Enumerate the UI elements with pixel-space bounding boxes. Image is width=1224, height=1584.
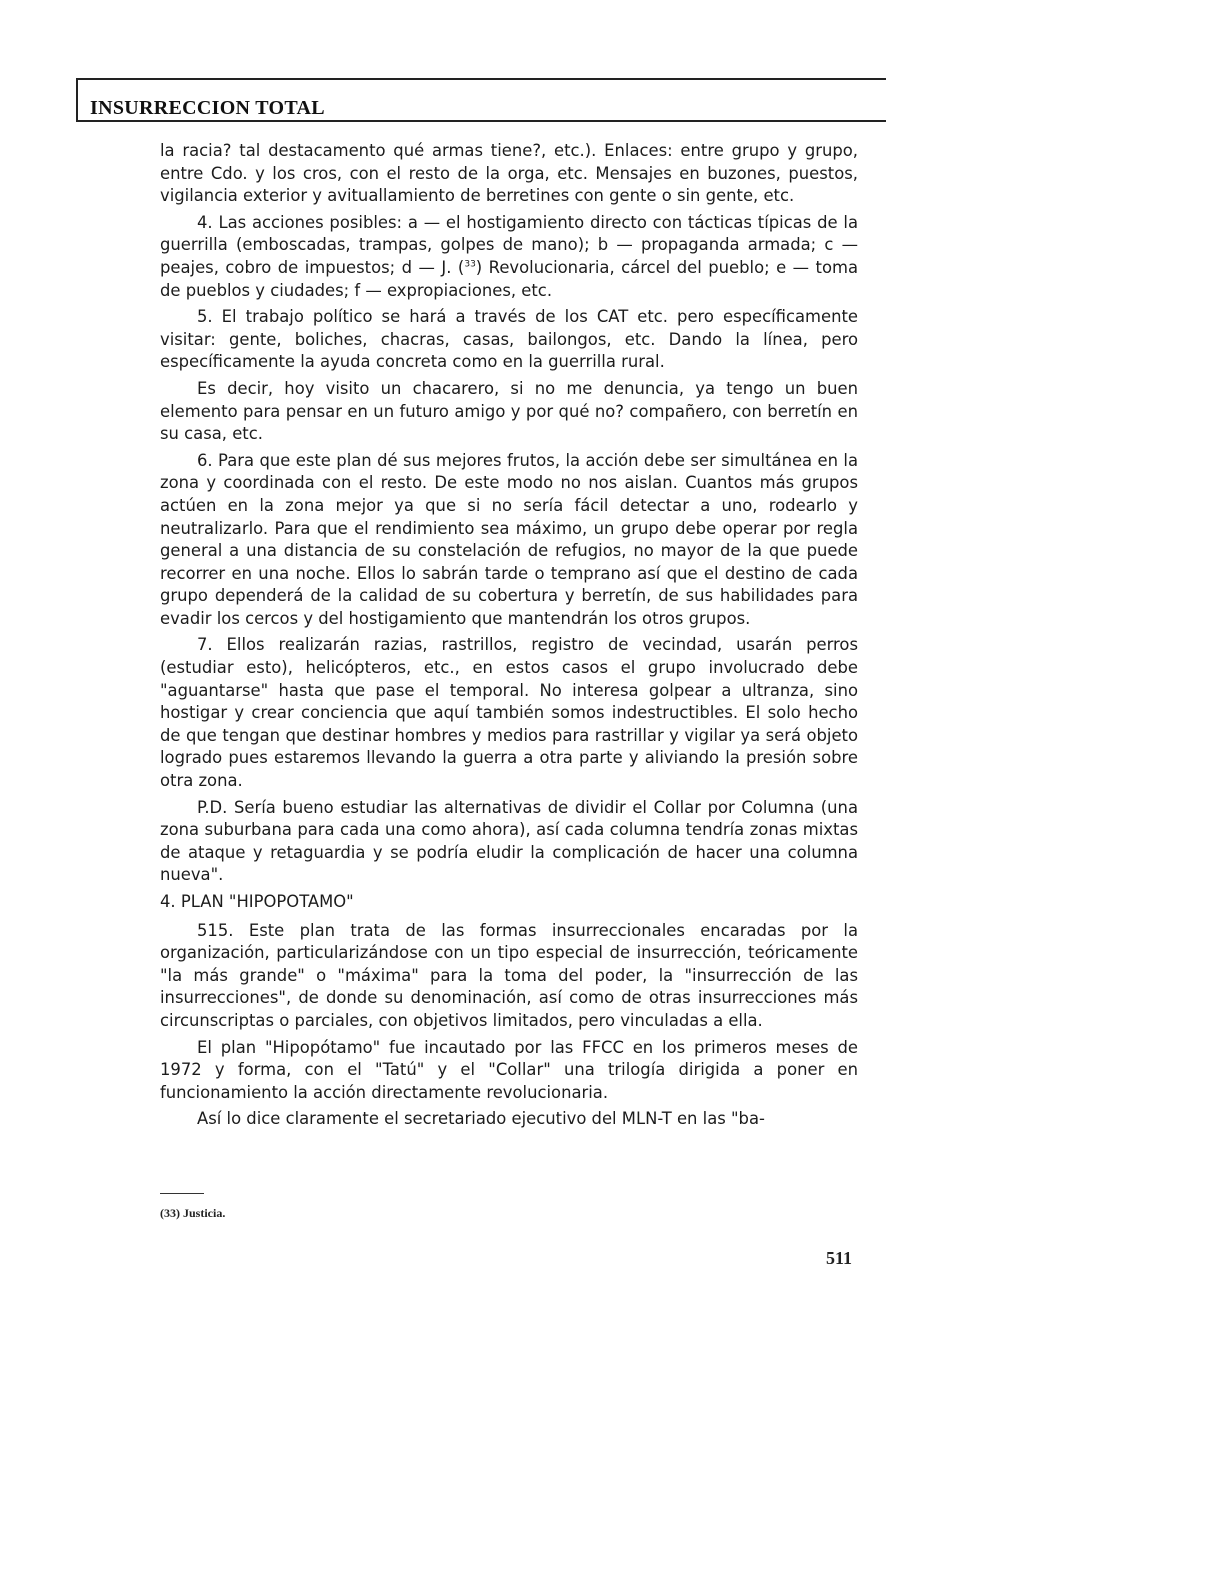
paragraph-4-part-b: ) Revolucionaria, cárcel del pueblo; e — toma de pueblos y ciudades; f — expropiaciones, etc. [160, 257, 859, 300]
paragraph-7: 7. Ellos realizarán razias, rastrillos, registro de vecindad, usarán perros (estudiar esto), helicópteros, etc., en estos casos el grupo involucrado debe "aguantarse" hasta que pase el temporal. No interesa golpear a ultranza, sino hostigar y crear conciencia que aquí también somos indestructibles. El solo hecho de que tengan que destinar hombres y medios para rastrillar y vigilar ya será objeto logrado pues estaremos llevando la guerra a otra parte y aliviando la presión sobre otra zona. [160, 635, 858, 791]
paragraph-515: 515. Este plan trata de las formas insurreccionales encaradas por la organización, particularizándose con un tipo especial de insurrección, teóricamente "la más grande" o "máxima" para la toma del poder, la "insurrección de las insurrecciones", de donde su denominación, así como de otras insurrecciones más circunscriptas o parciales, con objetivos limitados, pero vinculadas a ella. [160, 920, 858, 1030]
footnote-rule [160, 1193, 204, 1194]
section-heading: 4. PLAN "HIPOPOTAMO" [160, 892, 354, 911]
running-head: INSURRECCION TOTAL [90, 97, 325, 119]
paragraph-continuation: la racia? tal destacamento qué armas tiene?, etc.). Enlaces: entre grupo y grupo, entre Cdo. y los cros, con el resto de la orga, etc. Mensajes en buzones, puestos, vigilancia exterior y avituallamiento de berretines con gente o sin gente, etc. [160, 141, 858, 206]
footnote: (33) Justicia. [160, 1206, 226, 1220]
paragraph-5: 5. El trabajo político se hará a través de los CAT etc. pero específicamente visitar: gente, boliches, chacras, casas, bailongos, etc. Dando la línea, pero específicamente la ayuda concreta como en la guerrilla rural. [160, 307, 858, 372]
paragraph-4-part-a: 4. Las acciones posibles: a — el hostigamiento directo con tácticas típicas de la guerrilla (emboscadas, trampas, golpes de mano); b — propaganda armada; c — peajes, cobro de impuestos; d — J. ( [160, 212, 858, 277]
paragraph-asi: Así lo dice claramente el secretariado ejecutivo del MLN-T en las "ba- [197, 1109, 765, 1129]
header-bar [76, 78, 886, 122]
body-text [160, 140, 858, 1135]
paragraph-4 [160, 212, 858, 302]
paragraph-plan: El plan "Hipopótamo" fue incautado por las FFCC en los primeros meses de 1972 y forma, con el "Tatú" y el "Collar" una trilogía dirigida a poner en funcionamiento la acción directamente revolucionaria. [160, 1037, 858, 1102]
paragraph-5-continuation: Es decir, hoy visito un chacarero, si no me denuncia, ya tengo un buen elemento para pensar en un futuro amigo y por qué no? compañero, con berretín en su casa, etc. [160, 378, 858, 444]
footnote-reference: 33 [464, 259, 476, 270]
page-number: 511 [826, 1248, 853, 1268]
paragraph-6: 6. Para que este plan dé sus mejores frutos, la acción debe ser simultánea en la zona y coordinada con el resto. De este modo no nos aislan. Cuantos más grupos actúen en la zona mejor ya que si no sería fácil detectar a uno, rodearlo y neutralizarlo. Para que el rendimiento sea máximo, un grupo debe operar por regla general a una distancia de su constelación de refugios, no mayor de la que puede recorrer en una noche. Ellos lo sabrán tarde o temprano así que el destino de cada grupo dependerá de la calidad de su cobertura y berretín, de sus habilidades para evadir los cercos y del hostigamiento que mantendrán los otros grupos. [160, 450, 858, 628]
paragraph-pd: P.D. Sería bueno estudiar las alternativas de dividir el Collar por Columna (una zona suburbana para cada una como ahora), así cada columna tendría zonas mixtas de ataque y retaguardia y se podría eludir la complicación de hacer una columna nueva". [160, 797, 858, 885]
